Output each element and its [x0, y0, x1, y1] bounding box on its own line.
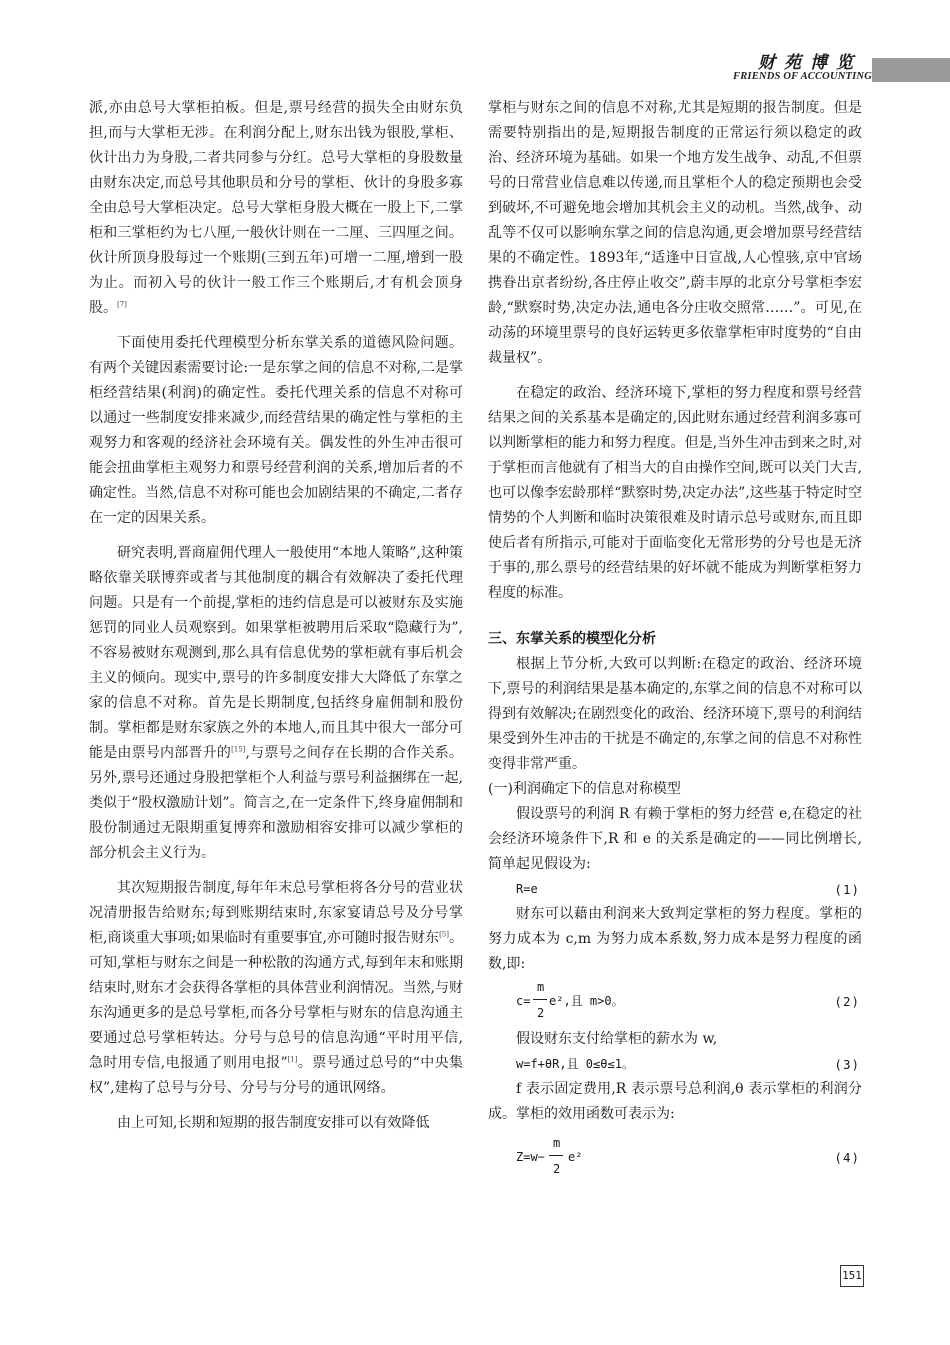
citation: [5] [439, 930, 449, 939]
paragraph: f 表示固定费用,R 表示票号总利润,θ 表示掌柜的利润分成。掌柜的效用函数可表示为: [488, 1081, 862, 1122]
journal-title: 财苑博览 [758, 53, 862, 73]
equation-rhs: e² [568, 1150, 583, 1164]
equation-text: R=e [516, 882, 538, 896]
paragraph-text: ,与票号之间存在长期的合作关系。另外,票号还通过身股把掌柜个人利益与票号利益捆绑在一起,类似于“股权激励计划”。简言之,在一定条件下,终身雇佣制和股份制通过无限期重复博弈和激励相容安排可以减少掌柜的部分机会主义行为。 [89, 745, 464, 861]
right-column [488, 96, 862, 1183]
equation-number: (3) [834, 1057, 860, 1072]
section-heading: 三、东掌关系的模型化分析 [488, 631, 656, 647]
equation-rhs: e²,且 m>0。 [549, 994, 624, 1008]
page-number: 151 [840, 1265, 864, 1287]
paragraph: 由上可知,长期和短期的报告制度安排可以有效降低 [117, 1115, 430, 1131]
equation-text: w=f+θR,且 0≤θ≤1。 [516, 1057, 634, 1071]
fraction-bar [549, 1155, 563, 1156]
paragraph: 假设票号的利润 R 有赖于掌柜的努力经营 e,在稳定的社会经济环境条件下,R 和 e 的关系是确定的——同比例增长,简单起见假设为: [488, 806, 862, 872]
fraction-denominator: 2 [553, 1162, 561, 1176]
citation: [7] [117, 300, 127, 309]
fraction-numerator: m [537, 980, 545, 994]
fraction-bar [533, 999, 547, 1000]
paragraph-text: 研究表明,晋商雇佣代理人一般使用“本地人策略”,这种策略依靠关联博弈或者与其他制度的耦合有效解决了委托代理问题。只是有一个前提,掌柜的违约信息是可以被财东及实施惩罚的同业人员观察到。如果掌柜被聘用后采取“隐藏行为”,不容易被财东观测到,那么具有信息优势的掌柜就有事后机会主义的倾向。现实中,票号的许多制度安排大大降低了东掌之家的信息不对称。首先是长期制度,包括终身雇佣制和股份制。掌柜都是财东家族之外的本地人,而且其中很大一部分可能是由票号内部晋升的 [89, 545, 463, 761]
equation-number: (4) [834, 1150, 860, 1165]
equation-2 [488, 977, 862, 1027]
citation: [15] [231, 745, 246, 754]
paragraph [89, 876, 463, 1101]
paragraph: 掌柜与财东之间的信息不对称,尤其是短期的报告制度。但是需要特别指出的是,短期报告制度的正常运行须以稳定的政治、经济环境为基础。如果一个地方发生战争、动乱,不但票号的日常营业信息难以传递,而且掌柜个人的稳定预期也会受到破坏,不可避免地会增加其机会主义的动机。当然,战争、动乱等不仅可以影响东掌之间的信息沟通,更会增加票号经营结果的不确定性。1893年,“适逢中日宣战,人心惶骇,京中官场携眷出京者纷纷,各庄停止收交”,蔚丰厚的北京分号掌柜李宏龄,“默察时势,决定办法,通电各分庄收交照常……”。可见,在动荡的环境里票号的良好运转更多依靠掌柜审时度势的“自由裁量权”。 [488, 100, 862, 366]
paragraph: 财东可以藉由利润来大致判定掌柜的努力程度。掌柜的努力成本为 c,m 为努力成本系数,努力成本是努力程度的函数,即: [488, 906, 862, 972]
equation-lhs: c= [516, 994, 531, 1008]
journal-subtitle: FRIENDS OF ACCOUNTING [733, 71, 872, 82]
paragraph: 假设财东支付给掌柜的薪水为 w, [516, 1031, 718, 1047]
paragraph-text: 。可知,掌柜与财东之间是一种松散的沟通方式,每到年末和账期结束时,财东才会获得各掌柜的具体营业利润情况。当然,与财东沟通更多的是总号掌柜,而各分号掌柜与财东的信息沟通主要通过总号掌柜转达。分号与总号的信息沟通“平时用平信,急时用专信,电报通了则用电报” [89, 930, 464, 1071]
paragraph-text: 派,亦由总号大掌柜拍板。但是,票号经营的损失全由财东负担,而与大掌柜无涉。在利润分配上,财东出钱为银股,掌柜、伙计出力为身股,二者共同参与分红。总号大掌柜的身股数量由财东决定,而总号其他职员和分号的掌柜、伙计的身股多寡全由总号大掌柜决定。总号大掌柜身股大概在一股上下,二掌柜和三掌柜约为七八厘,一般伙计则在一二厘、三四厘之间。伙计所顶身股每过一个账期(三到五年)可增一二厘,增到一股为止。而初入号的伙计一般工作三个账期后,才有机会顶身股。 [89, 100, 463, 316]
equation-number: (2) [834, 994, 860, 1009]
paragraph [89, 541, 463, 866]
equation-4 [488, 1133, 862, 1183]
paragraph-text: 其次短期报告制度,每年年末总号掌柜将各分号的营业状况清册报告给财东;每到账期结束时,东家宴请总号及分号掌柜,商谈重大事项;如果临时有重要事宜,亦可随时报告财东 [89, 880, 463, 946]
header-gray-bar [872, 58, 950, 82]
equation-3 [488, 1052, 862, 1077]
fraction-numerator: m [553, 1136, 561, 1150]
page-header [0, 0, 950, 100]
equation-number: (1) [834, 882, 860, 897]
paragraph: 在稳定的政治、经济环境下,掌柜的努力程度和票号经营结果之间的关系基本是确定的,因此财东通过经营利润多寡可以判断掌柜的能力和努力程度。但是,当外生冲击到来之时,对于掌柜而言他就有了相当大的自由操作空间,既可以关门大吉,也可以像李宏龄那样“默察时势,决定办法”,这些基于特定时空情势的个人判断和临时决策很难及时请示总号或财东,而且即使后者有所指示,可能对于面临变化无常形势的分号也是无济于事的,那么票号的经营结果的好坏就不能成为判断掌柜努力程度的标准。 [488, 385, 862, 601]
paragraph: 根据上节分析,大致可以判断:在稳定的政治、经济环境下,票号的利润结果是基本确定的,东掌之间的信息不对称可以得到有效解决;在剧烈变化的政治、经济环境下,票号的利润结果受到外生冲击的干扰是不确定的,东掌之间的信息不对称性变得非常严重。 [488, 656, 862, 772]
equation-lhs: Z=w− [516, 1150, 545, 1164]
fraction-denominator: 2 [537, 1006, 545, 1020]
left-column [89, 96, 463, 1136]
paragraph [89, 96, 463, 321]
subsection-heading: (一)利润确定下的信息对称模型 [488, 781, 681, 797]
paragraph: 下面使用委托代理模型分析东掌关系的道德风险问题。有两个关键因素需要讨论:一是东掌之间的信息不对称,二是掌柜经营结果(利润)的确定性。委托代理关系的信息不对称可以通过一些制度安排来减少,而经营结果的确定性与掌柜的主观努力和客观的经济社会环境有关。偶发性的外生冲击很可能会扭曲掌柜主观努力和票号经营利润的关系,增加后者的不确定性。当然,信息不对称可能也会加剧结果的不确定,二者存在一定的因果关系。 [89, 335, 463, 526]
citation: [1] [287, 1055, 298, 1064]
paragraph-text: 。票号通过总号的“中央集权”,建构了总号与分号、分号与分号的通讯网络。 [89, 1055, 463, 1096]
equation-1 [488, 877, 862, 902]
